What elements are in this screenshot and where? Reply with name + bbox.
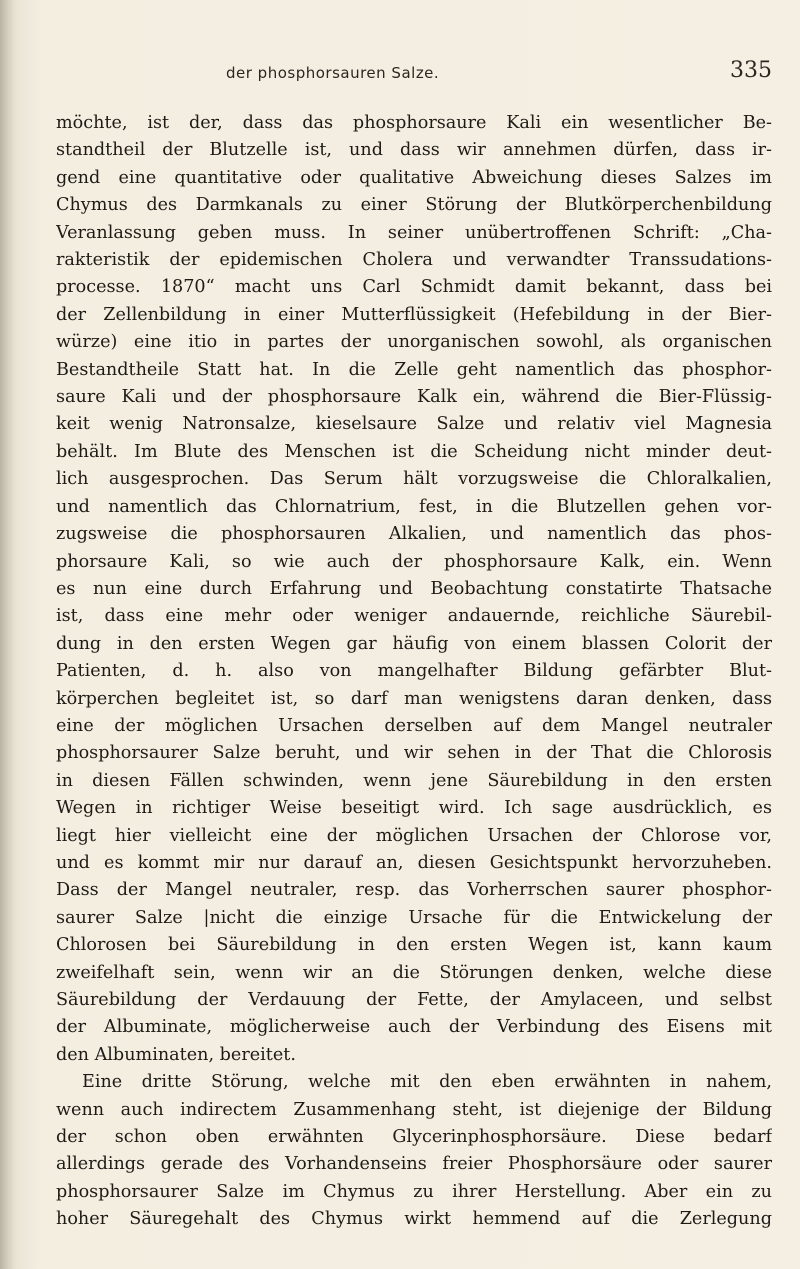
text-line: zweifelhaft sein, wenn wir an die Störungen denken, welche diese (56, 962, 772, 983)
text-line: gend eine quantitative oder qualitative Abweichung dieses Salzes im (56, 167, 772, 188)
text-line: der Zellenbildung in einer Mutterflüssigkeit (Hefebildung in der Bier- (56, 304, 772, 325)
text-line: eine der möglichen Ursachen derselben auf dem Mangel neutraler (56, 715, 772, 736)
page-number: 335 (730, 58, 772, 83)
text-line: saurer Salze |nicht die einzige Ursache für die Entwickelung der (56, 907, 772, 928)
text-line: Patienten, d. h. also von mangelhafter Bildung gefärbter Blut- (56, 661, 772, 682)
text-line: Veranlassung geben muss. In seiner unübertroffenen Schrift: „Cha- (56, 222, 772, 243)
text-line: behält. Im Blute des Menschen ist die Scheidung nicht minder deut- (56, 441, 772, 462)
text-line: und namentlich das Chlornatrium, fest, in die Blutzellen gehen vor- (56, 496, 772, 517)
text-line: allerdings gerade des Vorhandenseins freier Phosphorsäure oder saurer (56, 1154, 772, 1175)
paragraph-end-line: den Albuminaten, bereitet. (56, 1044, 296, 1065)
text-line: ist, dass eine mehr oder weniger andauernde, reichliche Säurebil- (56, 606, 772, 627)
text-line: und es kommt mir nur darauf an, diesen Gesichtspunkt hervorzuheben. (56, 852, 772, 873)
text-line: Chlorosen bei Säurebildung in den ersten Wegen ist, kann kaum (56, 935, 772, 956)
text-line: körperchen begleitet ist, so darf man wenigstens daran denken, dass (56, 688, 772, 709)
text-line: hoher Säuregehalt des Chymus wirkt hemmend auf die Zerlegung (56, 1209, 772, 1230)
text-line: Säurebildung der Verdauung der Fette, der Amylaceen, und selbst (56, 990, 772, 1010)
text-line: processe. 1870“ macht uns Carl Schmidt damit bekannt, dass bei (56, 277, 772, 298)
text-line: dung in den ersten Wegen gar häufig von einem blassen Colorit der (56, 633, 772, 654)
page-header (56, 58, 772, 92)
text-line: lich ausgesprochen. Das Serum hält vorzugsweise die Chloralkalien, (56, 469, 772, 490)
text-line: in diesen Fällen schwinden, wenn jene Säurebildung in den ersten (56, 770, 772, 791)
text-line: phorsaure Kali, so wie auch der phosphorsaure Kalk, ein. Wenn (56, 551, 772, 572)
body-text (56, 110, 772, 1234)
text-line: Wegen in richtiger Weise beseitigt wird. Ich sage ausdrücklich, es (56, 798, 772, 819)
text-line: keit wenig Natronsalze, kieselsaure Salze und relativ viel Magnesia (56, 414, 772, 435)
text-line: möchte, ist der, dass das phosphorsaure Kali ein wesentlicher Be- (56, 113, 772, 133)
paragraph-start-line: Eine dritte Störung, welche mit den eben erwähnten in nahem, (82, 1072, 772, 1093)
running-head: der phosphorsauren Salze. (226, 64, 440, 82)
binding-shadow (0, 0, 14, 1269)
text-line: saure Kali und der phosphorsaure Kalk ein, während die Bier-Flüssig- (56, 387, 772, 408)
text-line: zugsweise die phosphorsauren Alkalien, und namentlich das phos- (56, 524, 772, 545)
text-line: wenn auch indirectem Zusammenhang steht, ist diejenige der Bildung (56, 1099, 772, 1120)
text-line: liegt hier vielleicht eine der möglichen Ursachen der Chlorose vor, (56, 825, 772, 846)
text-line: rakteristik der epidemischen Cholera und verwandter Transsudations- (56, 250, 772, 271)
text-line: phosphorsaurer Salze beruht, und wir sehen in der That die Chlorosis (56, 743, 772, 764)
text-line: es nun eine durch Erfahrung und Beobachtung constatirte Thatsache (56, 578, 772, 599)
text-line: der Albuminate, möglicherweise auch der Verbindung des Eisens mit (56, 1017, 772, 1038)
text-line: Bestandtheile Statt hat. In die Zelle geht namentlich das phosphor- (56, 359, 772, 380)
text-line: standtheil der Blutzelle ist, und dass wir annehmen dürfen, dass ir- (56, 140, 772, 161)
text-line: Dass der Mangel neutraler, resp. das Vorherrschen saurer phosphor- (56, 880, 772, 901)
text-line: würze) eine itio in partes der unorganischen sowohl, als organischen (56, 332, 772, 353)
text-line: phosphorsaurer Salze im Chymus zu ihrer Herstellung. Aber ein zu (56, 1181, 772, 1202)
text-line: der schon oben erwähnten Glycerinphosphorsäure. Diese bedarf (56, 1127, 772, 1148)
text-line: Chymus des Darmkanals zu einer Störung der Blutkörperchenbildung (56, 195, 772, 216)
